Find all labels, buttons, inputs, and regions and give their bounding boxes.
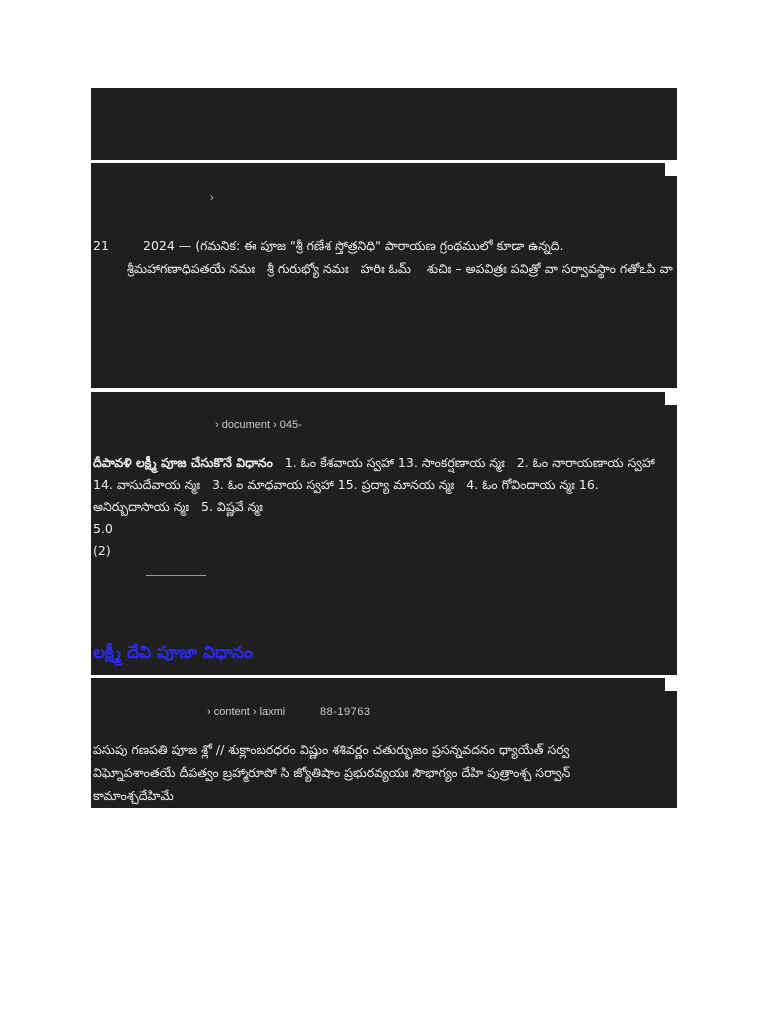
snippet-text: 1. ఓం కేశవాయ స్వహా 13. సాంకర్షణాయ న్మః 2. ఓం నారాయణాయ స్వహా 14. వాసుదేవాయ న్మః 3. ఓం మాధవాయ స్వహా 15. ప్రద్యా మానయ న్మః 4. ఓం గోవిందాయ న్మః 16. అనిర్బుదాసాయ న్మః 5. విష్ణవే న్మః [93, 455, 659, 514]
snippet-title: దీపావళి లక్ష్మీ పూజ చేసుకొనే విధానం [93, 455, 273, 470]
result-snippet [93, 452, 677, 518]
breadcrumb[interactable]: › content › laxmi [207, 706, 286, 718]
result-date-day: 21 [93, 238, 109, 253]
result-title-link[interactable]: లక్ష్మీ దేవి పూజా విధానం [93, 643, 253, 663]
result-panel-2[interactable] [91, 163, 677, 388]
result-snippet: శ్రీమహాగణాధిపతయే నమః శ్రీ గురుభ్యో నమః హరిః ఓమ్ శుచిః – అపవిత్రః పవిత్రో వా సర్వావస్థాం గతోఽపి వా [127, 261, 673, 276]
divider [146, 575, 206, 576]
rating-value: 5.0 [93, 521, 113, 536]
breadcrumb[interactable]: › [210, 192, 214, 204]
panel-corner-notch [665, 163, 677, 176]
result-id: 88-19763 [320, 706, 371, 718]
result-snippet: పసుపు గణపతి పూజ శ్లో // శుక్లాంబరధరం విష్ణుం శశివర్ణం చతుర్భుజం ప్రసన్నవదనం ధ్యాయేత్ సర్వ విఘ్నోపశాంతయే దీపత్వం బ్రహ్మారూపో సి జ్యోతిషాం ప్రభురవ్యయః సౌభాగ్యం దేహి పుత్రాంశ్చ సర్వాన్ కామాంశ్చదేహిమే [93, 742, 575, 803]
panel-corner-notch [665, 392, 677, 405]
panel-corner-notch [665, 678, 677, 691]
result-date-note: 2024 — (గమనిక: ఈ పూజ "శ్రీ గణేశ స్తోత్రనిధి" పారాయణ గ్రంథములో కూడా ఉన్నది. [143, 238, 564, 253]
result-panel-1 [91, 88, 677, 160]
result-panel-3[interactable] [91, 392, 677, 675]
breadcrumb[interactable]: › document › 045- [215, 419, 302, 431]
result-panel-4[interactable] [91, 678, 677, 808]
rating-count: (2) [93, 543, 111, 558]
